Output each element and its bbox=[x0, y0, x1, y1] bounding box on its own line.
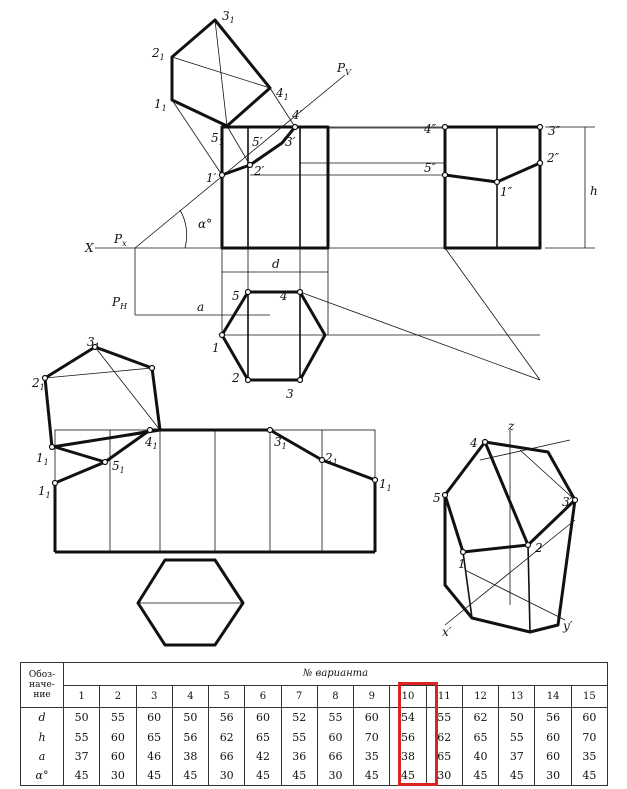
table-cell: 66 bbox=[317, 747, 353, 766]
table-cell: 60 bbox=[100, 728, 136, 747]
variant-number: 13 bbox=[499, 685, 535, 708]
svg-text:11: $1_1$ bbox=[379, 477, 392, 493]
variant-number: 15 bbox=[571, 685, 607, 708]
table-cell: 56 bbox=[390, 728, 426, 747]
variant-number: 2 bbox=[100, 685, 136, 708]
table-cell: 62 bbox=[462, 708, 498, 728]
svg-text:Px: $P_x$ bbox=[114, 232, 127, 248]
table-cell: 45 bbox=[390, 766, 426, 786]
profile-projection bbox=[445, 127, 540, 248]
table-row bbox=[21, 766, 608, 786]
table-cell: 60 bbox=[535, 728, 571, 747]
svg-text:31: $3_1$ bbox=[87, 335, 100, 351]
table-cell: 45 bbox=[499, 766, 535, 786]
svg-text:4: 4 bbox=[280, 289, 288, 303]
svg-text:4: 4 bbox=[470, 436, 478, 450]
table-cell: 50 bbox=[64, 708, 100, 728]
x-axis-label: X bbox=[85, 241, 94, 255]
dim-a-label: a bbox=[197, 300, 205, 314]
table-cell: 56 bbox=[172, 728, 208, 747]
variant-numbers-row bbox=[21, 685, 608, 708]
row-symbol: α° bbox=[21, 766, 64, 786]
table-cell: 60 bbox=[245, 708, 281, 728]
isometric-view bbox=[445, 430, 575, 632]
table-cell: 45 bbox=[172, 766, 208, 786]
svg-text:4′: 4′ bbox=[292, 108, 303, 122]
table-cell: 45 bbox=[136, 766, 172, 786]
table-cell: 35 bbox=[354, 747, 390, 766]
px-label: P bbox=[114, 232, 123, 246]
svg-text:y′: y′ bbox=[563, 619, 573, 633]
table-cell: 45 bbox=[245, 766, 281, 786]
variant-number: 5 bbox=[209, 685, 245, 708]
svg-text:PH: $P_H$ bbox=[112, 295, 128, 311]
table-cell: 37 bbox=[499, 747, 535, 766]
table-cell: 45 bbox=[354, 766, 390, 786]
svg-text:3′: 3′ bbox=[285, 135, 296, 149]
dim-h-label: h bbox=[590, 184, 598, 198]
svg-text:31: $3_1$ bbox=[274, 435, 287, 451]
table-cell: 35 bbox=[571, 747, 607, 766]
svg-text:11: $1_1$ bbox=[38, 484, 51, 500]
table-cell: 38 bbox=[172, 747, 208, 766]
table-cell: 30 bbox=[426, 766, 462, 786]
svg-text:5: 5 bbox=[433, 491, 441, 505]
svg-text:1: 1 bbox=[458, 557, 466, 571]
svg-text:31: $3_1$ bbox=[222, 9, 235, 25]
table-cell: 55 bbox=[281, 728, 317, 747]
variant-header: № варианта bbox=[64, 663, 608, 686]
alpha-label: α° bbox=[198, 217, 213, 231]
ph-label: P bbox=[112, 295, 121, 309]
development-net bbox=[45, 347, 375, 645]
svg-text:5′: 5′ bbox=[252, 135, 263, 149]
table-cell: 60 bbox=[571, 708, 607, 728]
table-cell: 50 bbox=[499, 708, 535, 728]
table-cell: 30 bbox=[535, 766, 571, 786]
table-body bbox=[21, 708, 608, 786]
table-row bbox=[21, 747, 608, 766]
svg-text:3: 3 bbox=[286, 387, 294, 401]
table-cell: 56 bbox=[209, 708, 245, 728]
row-symbol: a bbox=[21, 747, 64, 766]
svg-text:1′: 1′ bbox=[206, 171, 217, 185]
table-cell: 62 bbox=[209, 728, 245, 747]
table-cell: 45 bbox=[462, 766, 498, 786]
table-cell: 52 bbox=[281, 708, 317, 728]
variant-number: 3 bbox=[136, 685, 172, 708]
svg-text:51: $5_1$ bbox=[112, 459, 125, 475]
table-cell: 45 bbox=[64, 766, 100, 786]
svg-text:5″: 5″ bbox=[424, 161, 437, 175]
table-cell: 56 bbox=[535, 708, 571, 728]
table-cell: 50 bbox=[172, 708, 208, 728]
table-cell: 66 bbox=[209, 747, 245, 766]
table-cell: 38 bbox=[390, 747, 426, 766]
variant-number: 9 bbox=[354, 685, 390, 708]
table-cell: 60 bbox=[100, 747, 136, 766]
svg-text:3″: 3″ bbox=[548, 124, 561, 138]
table-cell: 65 bbox=[462, 728, 498, 747]
table-cell: 55 bbox=[426, 708, 462, 728]
variant-number: 14 bbox=[535, 685, 571, 708]
variant-number: 12 bbox=[462, 685, 498, 708]
svg-text:3′: 3′ bbox=[562, 495, 573, 509]
svg-text:21: $2_1$ bbox=[325, 451, 338, 467]
variant-number: 7 bbox=[281, 685, 317, 708]
table-cell: 40 bbox=[462, 747, 498, 766]
table-cell: 42 bbox=[245, 747, 281, 766]
table-cell: 60 bbox=[354, 708, 390, 728]
table-cell: 45 bbox=[281, 766, 317, 786]
variant-number: 11 bbox=[426, 685, 462, 708]
drawing-labels bbox=[31, 9, 598, 639]
svg-text:41: $4_1$ bbox=[276, 86, 289, 102]
table-cell: 30 bbox=[100, 766, 136, 786]
row-symbol: d bbox=[21, 708, 64, 728]
variant-number: 4 bbox=[172, 685, 208, 708]
svg-text:5: 5 bbox=[232, 289, 240, 303]
table-cell: 65 bbox=[136, 728, 172, 747]
variant-number: 6 bbox=[245, 685, 281, 708]
svg-text:21: $2_1$ bbox=[152, 46, 165, 62]
table-cell: 65 bbox=[426, 747, 462, 766]
variants-table bbox=[20, 662, 608, 786]
table-cell: 46 bbox=[136, 747, 172, 766]
table-cell: 36 bbox=[281, 747, 317, 766]
svg-text:1: 1 bbox=[212, 341, 220, 355]
dim-d-label: d bbox=[272, 257, 280, 271]
svg-text:2: 2 bbox=[232, 371, 240, 385]
table-cell: 60 bbox=[317, 728, 353, 747]
table-cell: 62 bbox=[426, 728, 462, 747]
table-cell: 55 bbox=[317, 708, 353, 728]
table-cell: 54 bbox=[390, 708, 426, 728]
svg-text:11: $1_1$ bbox=[36, 451, 49, 467]
table-cell: 70 bbox=[354, 728, 390, 747]
svg-text:51: $5_1$ bbox=[211, 131, 224, 147]
horizontal-projection bbox=[135, 248, 540, 380]
svg-text:z: z bbox=[508, 419, 515, 433]
svg-text:41: $4_1$ bbox=[145, 435, 158, 451]
table-cell: 37 bbox=[64, 747, 100, 766]
svg-text:2″: 2″ bbox=[547, 151, 560, 165]
svg-text:4″: 4″ bbox=[424, 122, 437, 136]
variant-number: 10 bbox=[390, 685, 426, 708]
table-cell: 55 bbox=[499, 728, 535, 747]
svg-text:11: $1_1$ bbox=[154, 97, 167, 113]
svg-text:21: $2_1$ bbox=[32, 376, 45, 392]
svg-text:2′: 2′ bbox=[254, 164, 265, 178]
svg-text:2: 2 bbox=[535, 541, 543, 555]
designation-header: Обоз- наче- ние bbox=[21, 663, 64, 708]
svg-text:1″: 1″ bbox=[500, 185, 513, 199]
table-cell: 65 bbox=[245, 728, 281, 747]
table-row bbox=[21, 728, 608, 747]
svg-text:PV: $P_V$ bbox=[337, 61, 351, 77]
frontal-projection bbox=[95, 20, 595, 248]
table-cell: 60 bbox=[136, 708, 172, 728]
variant-number: 1 bbox=[64, 685, 100, 708]
variant-number: 8 bbox=[317, 685, 353, 708]
table-cell: 45 bbox=[571, 766, 607, 786]
svg-text:x′: x′ bbox=[442, 625, 452, 639]
table-cell: 70 bbox=[571, 728, 607, 747]
pv-label: P bbox=[337, 61, 346, 75]
table-cell: 55 bbox=[100, 708, 136, 728]
table-cell: 60 bbox=[535, 747, 571, 766]
table-cell: 30 bbox=[317, 766, 353, 786]
table-row bbox=[21, 708, 608, 728]
table-cell: 30 bbox=[209, 766, 245, 786]
table-cell: 55 bbox=[64, 728, 100, 747]
row-symbol: h bbox=[21, 728, 64, 747]
